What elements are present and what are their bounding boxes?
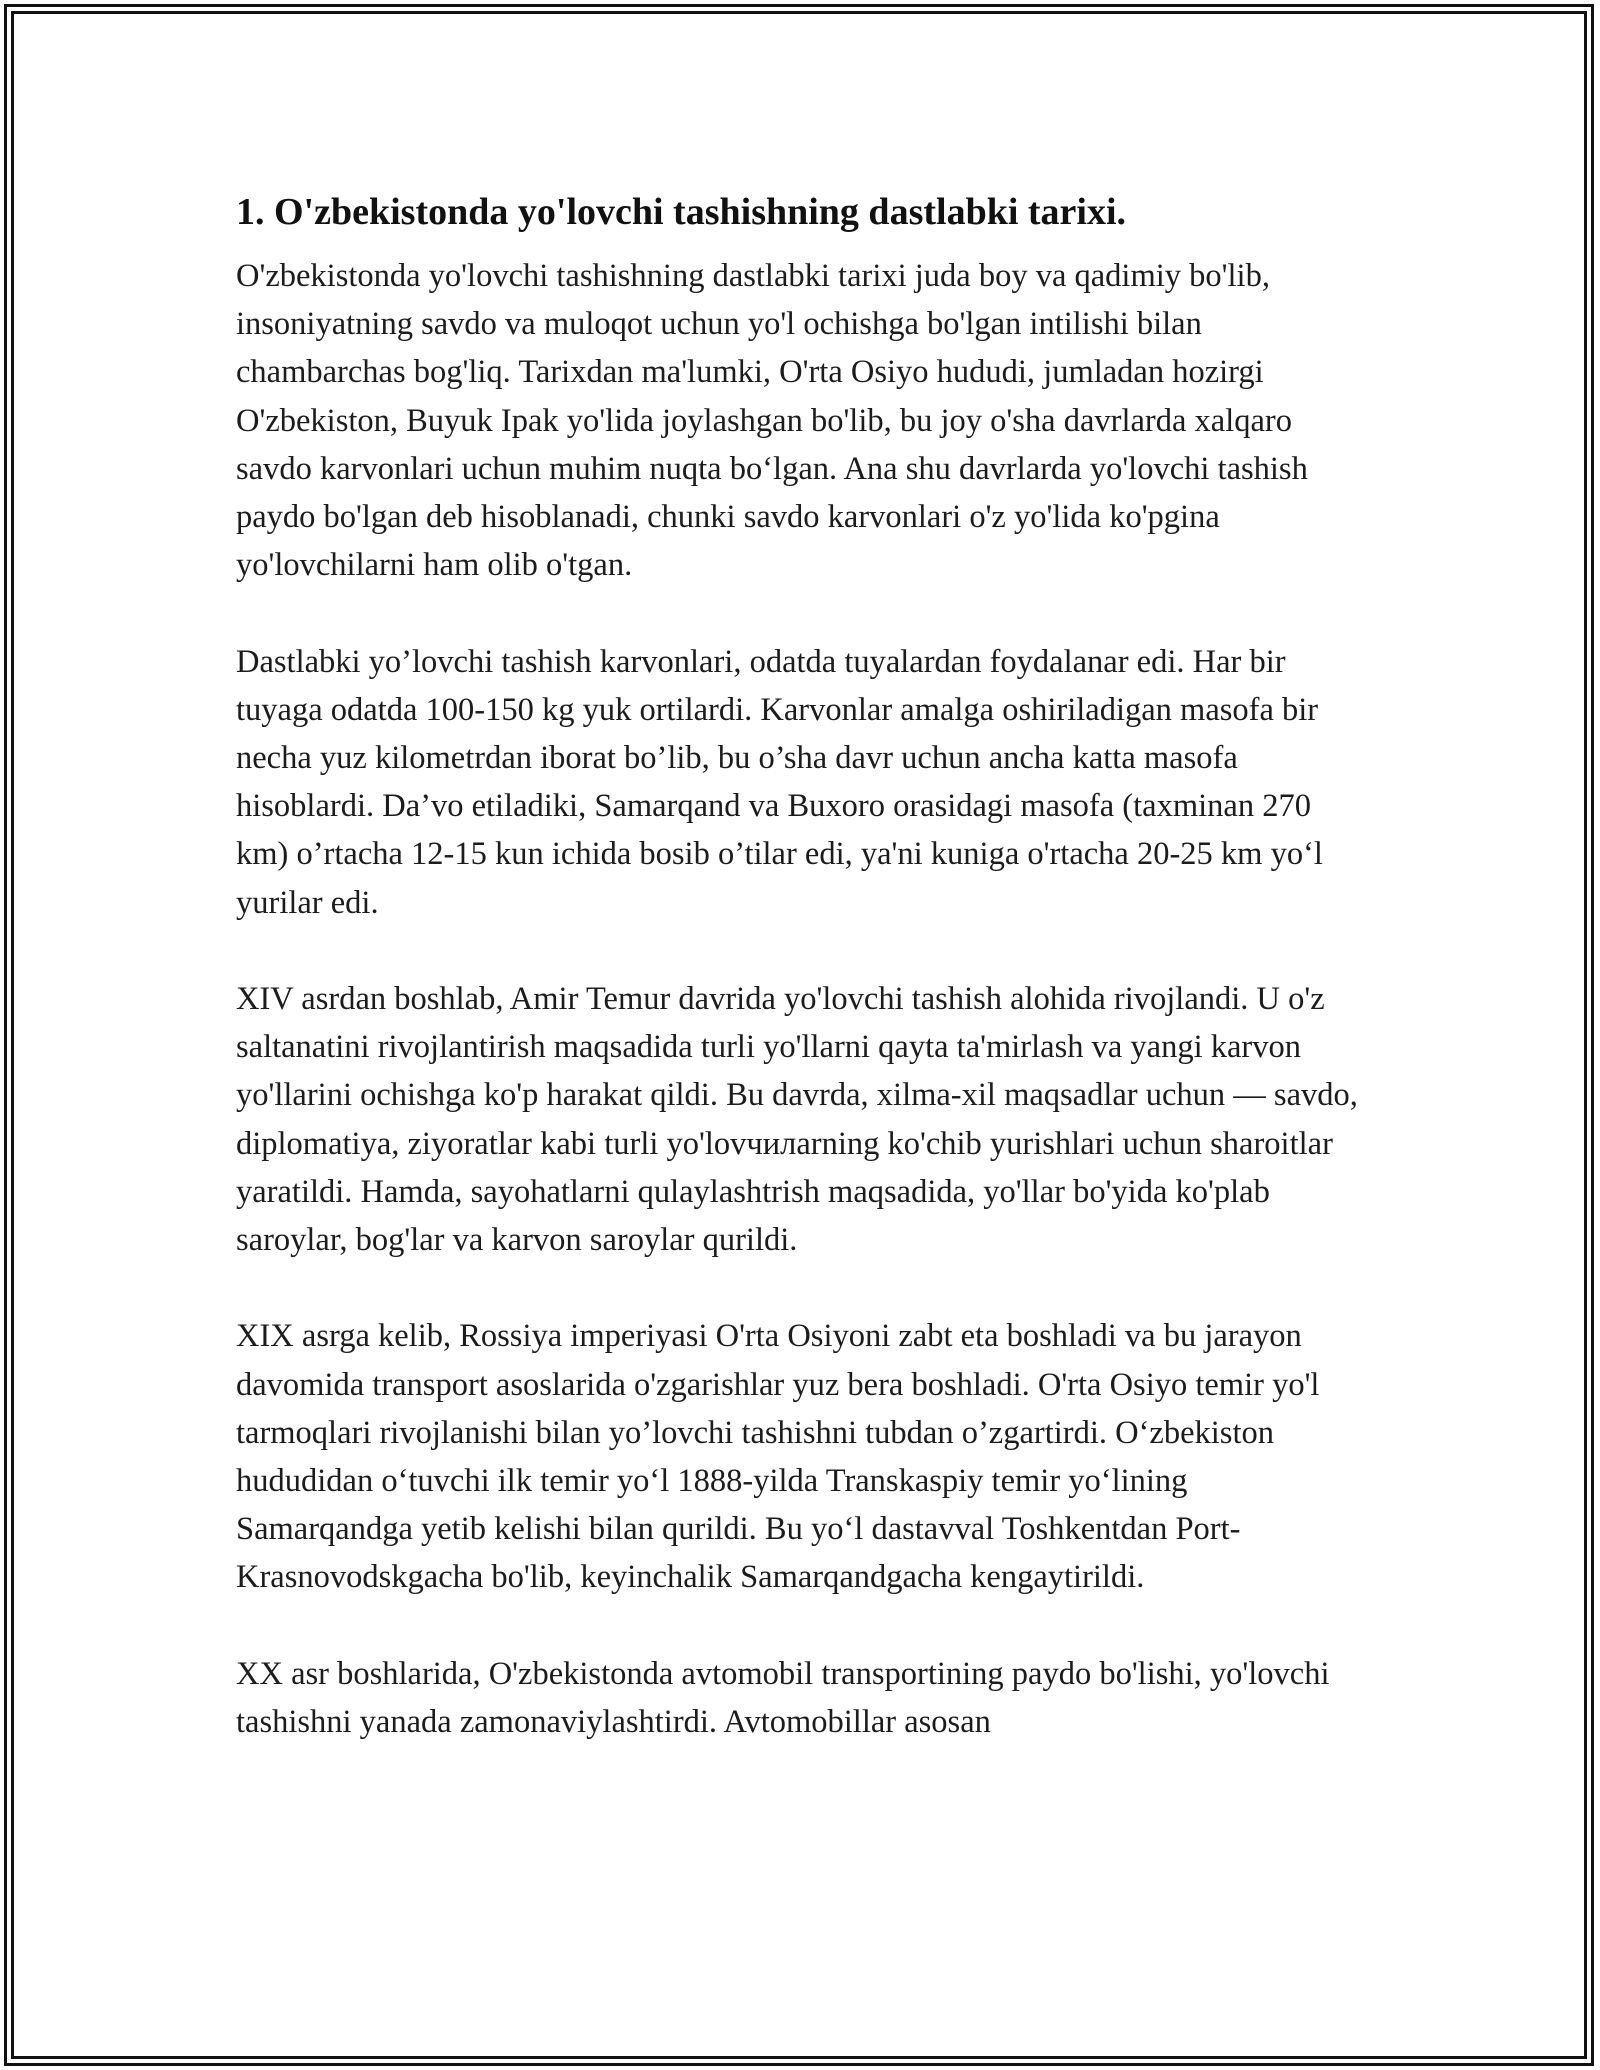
paragraph-4: XIX asrga kelib, Rossiya imperiyasi O'rta Osiyoni zabt eta boshladi va bu jarayon davomida transport asoslarida o'zgarishlar yuz bera boshladi. O'rta Osiyo temir yo'l tarmoqlari rivojlanishi bilan yo’lovchi tashishni tubdan o’zgartirdi. O‘zbekiston hududidan o‘tuvchi ilk temir yo‘l 1888-yilda Transkaspiy temir yo‘lining Samarqandga yetib kelishi bilan qurildi. Bu yo‘l dastavval Toshkentdan Port-Krasnovodskgacha bo'lib, keyinchalik Samarqandgacha kengaytirildi. <box>236 1318 1320 1596</box>
paragraph-5: XX asr boshlarida, O'zbekistonda avtomobil transportining paydo bo'lishi, yo'lovchi tashishni yanada zamonaviylashtirdi. Avtomobillar asosan <box>236 1655 1330 1741</box>
paragraph-3: XIV asrdan boshlab, Amir Temur davrida yo'lovchi tashish alohida rivojlandi. U o'z saltanatini rivojlantirish maqsadida turli yo'llarni qayta ta'mirlash va yangi karvon yo'llarini ochishga ko'p harakat qildi. Bu davrda, xilma-xil maqsadlar uchun — savdo, diplomatiya, ziyoratlar kabi turli yo'lovчилarning ko'chib yurishlari uchun sharoitlar yaratildi. Hamda, sayohatlarni qulaylashtrish maqsadida, yo'llar bo'yida ko'plab saroylar, bog'lar va karvon saroylar qurildi. <box>236 981 1358 1259</box>
document-body <box>236 186 1370 1794</box>
paragraph-1: O'zbekistonda yo'lovchi tashishning dastlabki tarixi juda boy va qadimiy bo'lib, insoniyatning savdo va muloqot uchun yo'l ochishga bo'lgan intilishi bilan chambarchas bog'liq. Tarixdan ma'lumki, O'rta Osiyo hududi, jumladan hozirgi O'zbekiston, Buyuk Ipak yo'lida joylashgan bo'lib, bu joy o'sha davrlarda xalqaro savdo karvonlari uchun muhim nuqta bo‘lgan. Ana shu davrlarda yo'lovchi tashish paydo bo'lgan deb hisoblanadi, chunki savdo karvonlari o'z yo'lida ko'pgina yo'lovchilarni ham olib o'tgan. <box>236 258 1308 584</box>
section-heading: 1. O'zbekistonda yo'lovchi tashishning dastlabki tarixi. <box>236 191 1127 233</box>
paragraph-2: Dastlabki yo’lovchi tashish karvonlari, odatda tuyalardan foydalanar edi. Har bir tuyaga odatda 100-150 kg yuk ortilardi. Karvonlar amalga oshiriladigan masofa bir necha yuz kilometrdan iborat bo’lib, bu o’sha davr uchun ancha katta masofa hisoblardi. Da’vo etiladiki, Samarqand va Buxoro orasidagi masofa (taxminan 270 km) o’rtacha 12-15 kun ichida bosib o’tilar edi, ya'ni kuniga o'rtacha 20-25 km yo‘l yurilar edi. <box>236 643 1323 921</box>
